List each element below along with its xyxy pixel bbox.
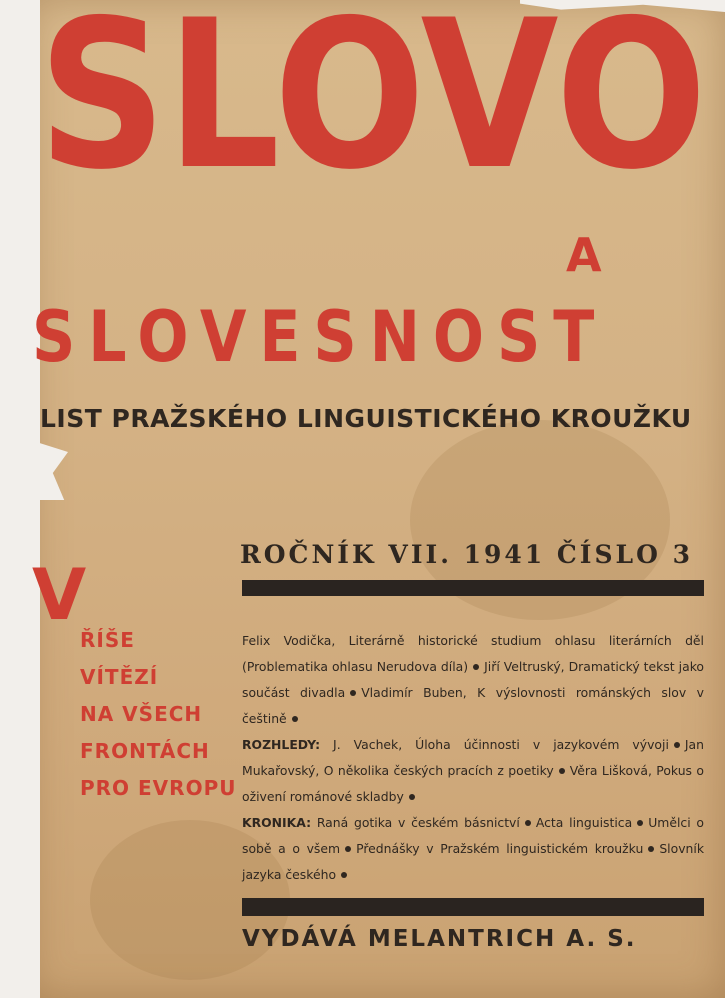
subtitle: LIST PRAŽSKÉHO LINGUISTICKÉHO KROUŽKU (40, 404, 692, 433)
bullet-icon (674, 742, 680, 748)
bullet-icon (292, 716, 298, 722)
slogan-line: PRO EVROPU (80, 776, 237, 800)
title-slovo: SLOVO (38, 0, 708, 215)
bullet-icon (409, 794, 415, 800)
table-of-contents (242, 628, 704, 888)
kronika-item: Slovník jazyka českého (242, 841, 705, 882)
bullet-icon (648, 846, 654, 852)
kronika-item: Raná gotika v českém básnictví (316, 815, 520, 830)
bullet-icon (341, 872, 347, 878)
kronika-label: KRONIKA: (242, 815, 312, 830)
publisher: VYDÁVÁ MELANTRICH A. S. (242, 926, 637, 952)
slogan-line: VÍTĚZÍ (80, 665, 159, 689)
rozhledy-label: ROZHLEDY: (242, 737, 321, 752)
contents-item: Vladimír Buben, K výslovnosti románských slov v češtině (242, 685, 705, 726)
rozhledy-item: J. Vachek, Úloha účinnosti v jazykovém vývoji (333, 737, 669, 752)
bullet-icon (345, 846, 351, 852)
contents-item: Felix Vodička, Literárně historické studium ohlasu literárních děl (Problematika ohlasu Nerudova díla) (242, 633, 704, 674)
rozhledy-item: Jan Mukařovský, O několika českých pracích z poetiky (242, 737, 704, 778)
divider-bar-top (242, 580, 704, 596)
title-slovesnost: SLOVESNOST (32, 296, 608, 378)
slogan-initial: V (32, 554, 87, 636)
issue-line: ROČNÍK VII. 1941 ČÍSLO 3 (240, 540, 694, 569)
slogan-line: FRONTÁCH (80, 739, 210, 763)
kronika-item: Přednášky v Pražském linguistickém kroužku (356, 841, 644, 856)
bullet-icon (473, 664, 479, 670)
bullet-icon (525, 820, 531, 826)
slogan (80, 622, 236, 807)
bullet-icon (637, 820, 643, 826)
slogan-line: ŘÍŠE (80, 628, 135, 652)
title-connector: A (566, 228, 602, 282)
divider-bar-bottom (242, 898, 704, 916)
rozhledy-item: Věra Lišková, Pokus o oživení románové skladby (242, 763, 704, 804)
kronika-item: Acta linguistica (535, 815, 633, 830)
slogan-line: NA VŠECH (80, 702, 203, 726)
bullet-icon (350, 690, 356, 696)
kronika-item: Umělci o sobě a o všem (242, 815, 704, 856)
contents-item: Jiří Veltruský, Dramatický tekst jako součást divadla (242, 659, 705, 700)
bullet-icon (559, 768, 565, 774)
